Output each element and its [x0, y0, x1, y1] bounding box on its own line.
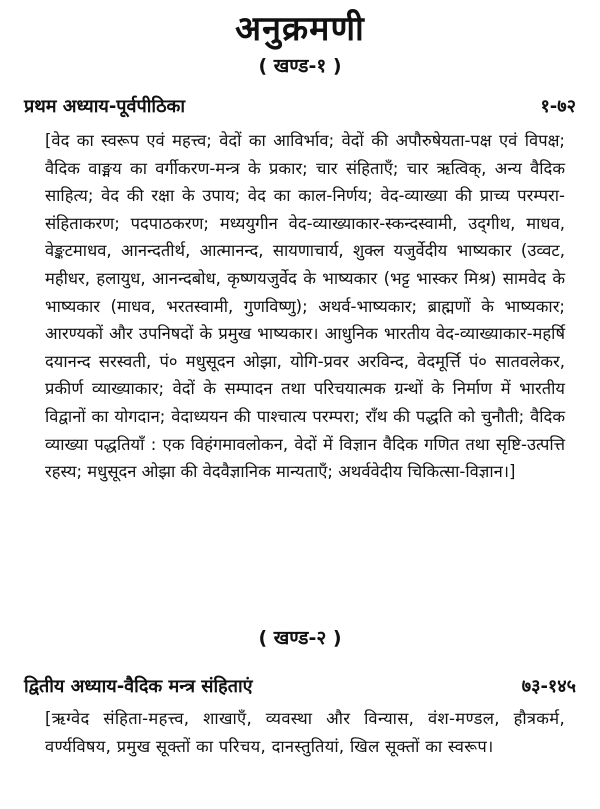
chapter-title: द्वितीय अध्याय-वैदिक मन्त्र संहिताएं — [24, 676, 253, 697]
chapter-summary-2: [ऋग्वेद संहिता-महत्त्व, शाखाएँ, व्यवस्था और विन्यास, वंश-मण्डल, हौत्रकर्म, वर्ण्यविषय, प्रमुख सूक्तों का परिचय, दानस्तुतियां, खिल सूक्तों का स्वरूप। — [45, 709, 565, 756]
chapter-page-range: ७३-१४५ — [521, 676, 576, 697]
chapter-page-range: १-७२ — [540, 96, 576, 117]
part-heading-1: ( खण्ड-१ ) — [258, 55, 342, 77]
chapter-summary-1: [वेद का स्वरूप एवं महत्त्व; वेदों का आविर्भाव; वेदों की अपौरुषेयता-पक्ष एवं विपक्ष; वैदिक वाङ्मय का वर्गीकरण-मन्त्र के प्रकार; चार संहिताएँ; चार ऋत्विक्, अन्य वैदिक साहित्य; वेद की रक्षा के उपाय; वेद का काल-निर्णय; वेद-व्याख्या की प्राच्य परम्परा-संहिताकरण; पदपाठकरण; मध्ययुगीन वेद-व्याख्याकार-स्कन्दस्वामी, उद्‌गीथ, माधव, वेङ्कटमाधव, आनन्दतीर्थ, आत्मानन्द, सायणाचार्य, शुक्ल यजुर्वेदीय भाष्यकार (उव्वट, महीधर, हलायुध, आनन्दबोध, कृष्णयजुर्वेद के भाष्यकार (भट्ट भास्कर मिश्र) सामवेद के भाष्यकार (माधव, भरतस्वामी, गुणविष्णु); अथर्व-भाष्यकार; ब्राह्मणों के भाष्यकार; आरण्यकों और उपनिषदों के प्रमुख भाष्यकार। आधुनिक भारतीय वेद-व्याख्याकार-महर्षि दयानन्द सरस्वती, पं० मधुसूदन ओझा, योगि-प्रवर अरविन्द, वेदमूर्त्ति पं० सातवलेकर, प्रकीर्ण व्याख्याकार; वेदों के सम्पादन तथा परिचयात्मक ग्रन्थों के निर्माण में भारतीय विद्वानों का योगदान; वेदाध्ययन की पाश्चात्य परम्परा; राँथ की पद्धति को चुनौती; वैदिक व्याख्या पद्धतियाँ : एक विहंगमावलोकन, वेदों में विज्ञान वैदिक गणित तथा सृष्टि-उत्पत्ति रहस्य; मधुसूदन ओझा की वेदवैज्ञानिक मान्यताएँ; अथर्ववेदीय चिकित्सा-विज्ञान।] — [45, 131, 565, 482]
page-title: अनुक्रमणी — [235, 9, 365, 49]
chapter-entry-1 — [24, 94, 576, 118]
part-heading-2: ( खण्ड-२ ) — [258, 627, 342, 649]
chapter-entry-2 — [24, 674, 576, 698]
chapter-title: प्रथम अध्याय-पूर्वपीठिका — [24, 96, 186, 117]
